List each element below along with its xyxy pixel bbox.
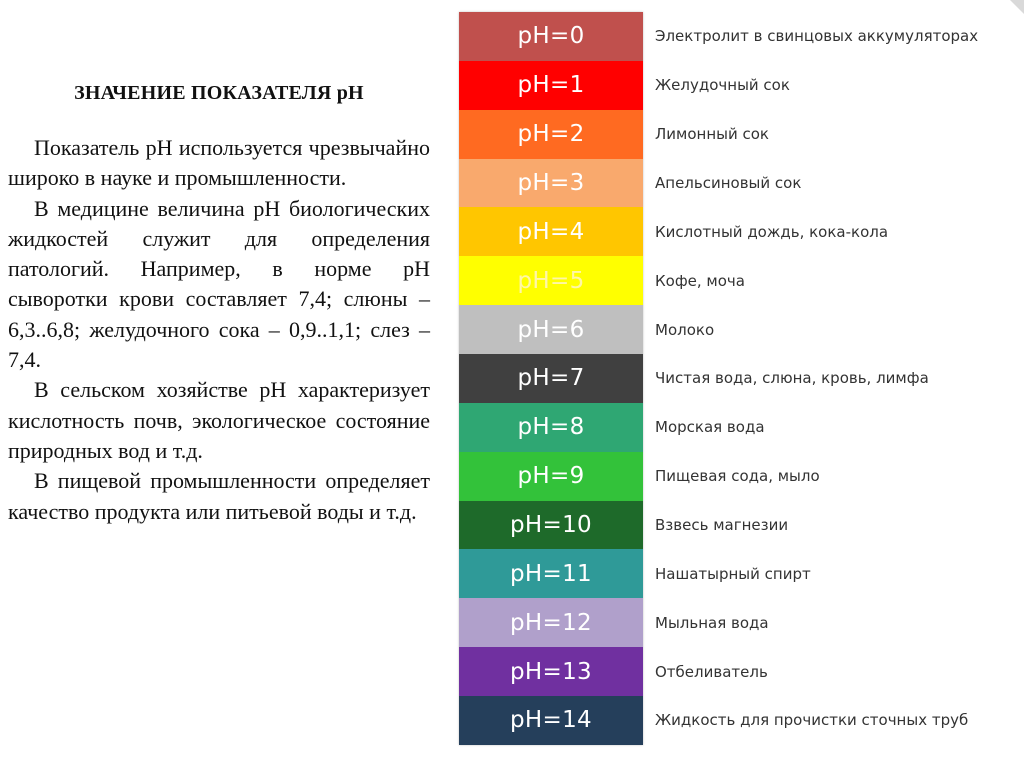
ph-example-label: Взвесь магнезии xyxy=(655,516,789,535)
paragraph-food-industry: В пищевой промышленности определяет качество продукта или питьевой воды и т.д. xyxy=(8,468,430,524)
ph-example-label: Чистая вода, слюна, кровь, лимфа xyxy=(655,369,929,388)
paragraph-agriculture: В сельском хозяйстве pH характеризует кислотность почв, экологическое состояние природных вод и т.д. xyxy=(8,377,430,463)
ph-band: pH=14 xyxy=(459,696,643,745)
ph-example-label: Нашатырный спирт xyxy=(655,564,811,583)
ph-band: pH=6 xyxy=(459,305,643,354)
ph-example-label: Электролит в свинцовых аккумуляторах xyxy=(655,27,979,46)
ph-example-label: Молоко xyxy=(655,320,715,339)
ph-example-label: Кислотный дождь, кока-кола xyxy=(655,222,889,241)
ph-example-label: Мыльная вода xyxy=(655,613,769,632)
ph-band: pH=0 xyxy=(459,12,643,61)
ph-example-label: Апельсиновый сок xyxy=(655,174,802,192)
ph-band: pH=8 xyxy=(459,403,643,452)
ph-band: pH=4 xyxy=(459,207,643,256)
ph-example-label: Лимонный сок xyxy=(655,125,769,144)
ph-band: pH=1 xyxy=(459,61,643,110)
ph-example-label: Жидкость для прочистки сточных труб xyxy=(655,711,969,730)
ph-band: pH=11 xyxy=(459,549,643,598)
ph-band: pH=9 xyxy=(459,452,643,501)
ph-band: pH=7 xyxy=(459,354,643,403)
ph-band: pH=5 xyxy=(459,256,643,305)
ph-scale xyxy=(459,12,643,745)
ph-band: pH=2 xyxy=(459,110,643,159)
ph-example-label: Кофе, моча xyxy=(655,271,745,290)
page-title: ЗНАЧЕНИЕ ПОКАЗАТЕЛЯ pH xyxy=(74,82,364,104)
ph-band: pH=13 xyxy=(459,647,643,696)
ph-band: pH=3 xyxy=(459,159,643,208)
ph-example-label: Пищевая сода, мыло xyxy=(655,467,820,486)
text-panel xyxy=(8,82,430,527)
paragraph-intro: Показатель pH используется чрезвычайно широко в науке и промышленности. xyxy=(8,135,430,191)
ph-examples-list xyxy=(655,12,1015,745)
ph-band: pH=10 xyxy=(459,501,643,550)
ph-band: pH=12 xyxy=(459,598,643,647)
ph-example-label: Желудочный сок xyxy=(655,76,790,95)
paragraph-medicine: В медицине величина pH биологических жидкостей служит для определения патологий. Например, в норме pH сыворотки крови составляет 7,4; слюны – 6,3..6,8; желудочного сока – 0,9..1,1; слез – 7,4. xyxy=(8,195,430,373)
ph-example-label: Морская вода xyxy=(655,418,765,437)
ph-example-label: Отбеливатель xyxy=(655,662,768,681)
